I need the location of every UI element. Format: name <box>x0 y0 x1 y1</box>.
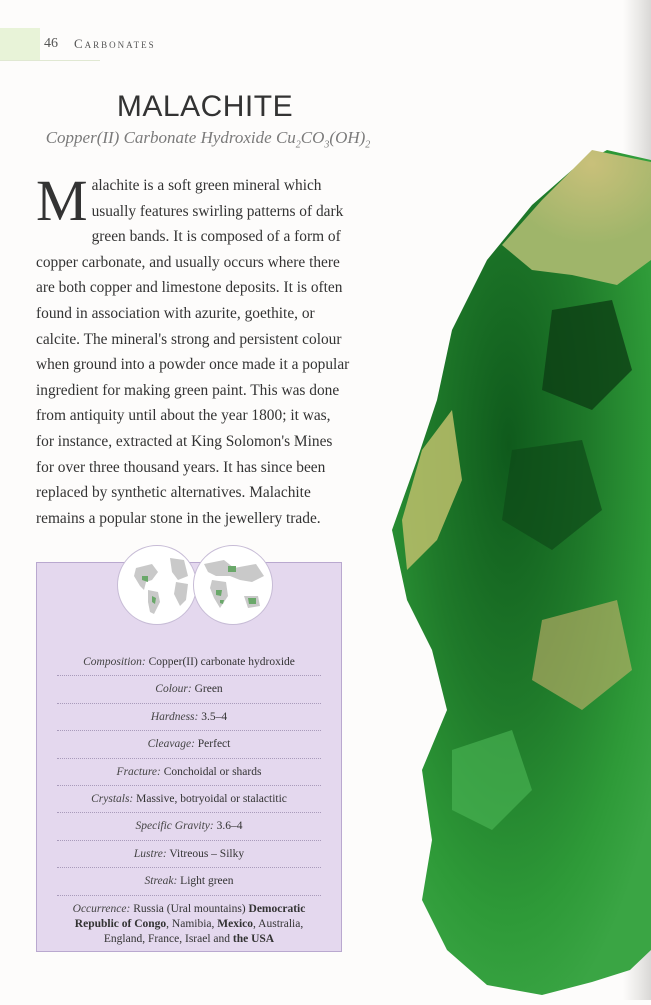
page-title: MALACHITE <box>116 90 294 123</box>
property-label: Colour: <box>155 683 192 696</box>
property-specific-gravity <box>57 813 321 840</box>
property-label: Streak: <box>144 875 178 888</box>
occurrence-part: Russia (Ural mountains) <box>133 902 246 915</box>
property-value: 3.6–4 <box>216 820 243 833</box>
body-text: alachite is a soft green mineral which usually features swirling patterns of dark green bands. It is composed of a form of copper carbonate, and usually occurs where there are both copper and limestone deposits. It is often found in association with azurite, goethite, or calcite. The mineral's strong and persistent colour when ground into a powder once made it a popular ingredient for making green paint. This was done from antiquity until about the year 1800; it was, for instance, extracted at King Solomon's Mines for over three thousand years. It has since been replaced by synthetic alternatives. Malachite remains a popular stone in the jewellery trade. <box>36 177 350 527</box>
occurrence-part-bold: the USA <box>232 932 275 945</box>
property-label: Cleavage: <box>147 738 195 751</box>
property-label: Occurrence: <box>72 902 131 915</box>
globe-eurasia-icon <box>193 545 273 625</box>
property-cleavage <box>57 731 321 758</box>
section-name: Carbonates <box>74 36 156 51</box>
property-value: Copper(II) carbonate hydroxide <box>148 656 295 668</box>
world-map-globes <box>117 545 271 625</box>
page-number: 46 <box>44 36 58 51</box>
header-rule <box>0 60 100 61</box>
occurrence-part: , Australia, England, France, Israel and <box>103 917 304 945</box>
property-lustre <box>57 841 321 868</box>
property-fracture <box>57 759 321 786</box>
property-label: Crystals: <box>91 792 134 805</box>
malachite-specimen-image <box>392 150 651 1000</box>
property-composition <box>57 649 321 676</box>
properties-list <box>37 649 341 947</box>
property-colour <box>57 676 321 703</box>
property-value: Perfect <box>197 738 231 751</box>
subtitle-paren: (OH) <box>329 128 366 147</box>
subtitle-prefix: Copper(II) Carbonate Hydroxide Cu <box>45 128 296 147</box>
property-value: Conchoidal or shards <box>163 765 262 778</box>
property-occurrence <box>57 896 321 947</box>
property-hardness <box>57 704 321 731</box>
subtitle-mid: CO <box>300 128 325 147</box>
subtitle-sub2: 3 <box>324 139 330 151</box>
property-label: Specific Gravity: <box>135 820 214 833</box>
subtitle-sub3: 2 <box>365 139 371 151</box>
property-value: Light green <box>180 875 234 888</box>
property-label: Composition: <box>83 656 146 668</box>
property-label: Hardness: <box>150 710 199 723</box>
occurrence-part-bold: Democratic Republic of Congo <box>74 902 306 930</box>
subtitle-sub1: 2 <box>295 139 301 151</box>
property-value: 3.5–4 <box>201 710 228 723</box>
drop-cap: M <box>36 168 88 233</box>
property-streak <box>57 868 321 895</box>
globe-americas-icon <box>117 545 197 625</box>
property-crystals <box>57 786 321 813</box>
occurrence-part: , Namibia, <box>166 917 218 930</box>
body-paragraph <box>36 168 352 531</box>
header-accent-band <box>0 28 40 60</box>
properties-box <box>36 562 342 952</box>
occurrence-part-bold: Mexico <box>217 917 254 930</box>
property-label: Fracture: <box>116 765 161 778</box>
property-label: Lustre: <box>133 847 167 860</box>
chemical-subtitle <box>28 128 388 150</box>
property-value: Massive, botryoidal or stalactitic <box>136 792 287 805</box>
property-value: Vitreous – Silky <box>169 847 245 860</box>
property-value: Green <box>194 683 223 696</box>
